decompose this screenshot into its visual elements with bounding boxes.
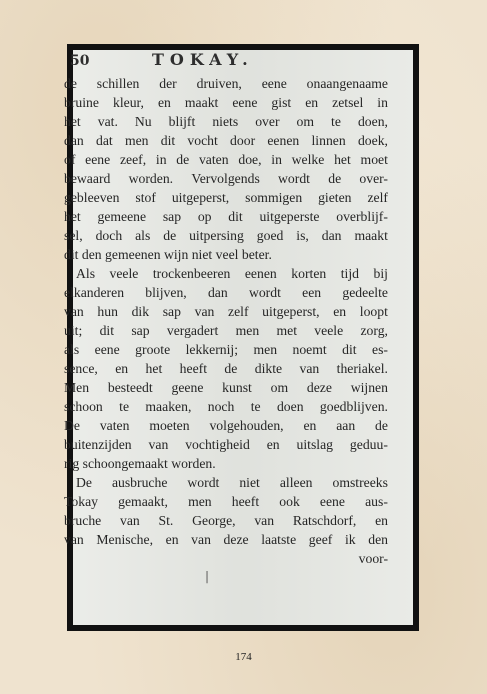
text-line: sence, en het heeft de dikte van theriakel.: [64, 361, 388, 376]
text-line: De vaten moeten volgehouden, en aan de: [64, 418, 388, 433]
text-line: van hun dik sap van zelf uitgeperst, en loopt: [64, 304, 388, 319]
text-line: als eene groote lekkernij; men noemt dit es-: [64, 342, 388, 357]
text-line: bruche van St. George, van Ratschdorf, en: [64, 513, 388, 528]
page-number: 50: [70, 53, 90, 69]
body-text: [64, 74, 388, 568]
text-line: of eene zeef, in de vaten doe, in welke het moet: [64, 152, 388, 167]
text-line: rig schoongemaakt worden.: [64, 456, 216, 471]
text-line: schoon te maaken, noch te doen goedblijven.: [64, 399, 388, 414]
text-line: Men besteedt geene kunst om deze wijnen: [64, 380, 388, 395]
page-header: [70, 50, 487, 69]
text-line: Als veele trockenbeeren eenen korten tijd bij: [76, 266, 388, 281]
text-line: gebleeven stof uitgeperst, sommigen gieten zelf: [64, 190, 388, 205]
running-head: TOKAY.: [152, 50, 254, 69]
text-line: het gemeene sap op dit uitgeperste overblijf-: [64, 209, 388, 224]
text-line: sel, doch als de uitpersing goed is, dan maakt: [64, 228, 388, 243]
text-line: elkanderen blijven, dan wordt een gedeelte: [64, 285, 388, 300]
text-line: dit den gemeenen wijn niet veel beter.: [64, 247, 272, 262]
text-line: dan dat men dit vocht door eenen linnen doek,: [64, 133, 388, 148]
text-line: bruine kleur, en maakt eene gist en zetsel in: [64, 95, 388, 110]
text-line: bewaard worden. Vervolgends wordt de over-: [64, 171, 388, 186]
text-line: uit; dit sap vergadert men met veele zorg,: [64, 323, 388, 338]
text-line: de schillen der druiven, eene onaangenaame: [64, 76, 388, 91]
text-line: van Menische, en van deze laatste geef ik den: [64, 532, 388, 547]
text-line: De ausbruche wordt niet alleen omstreeks: [76, 475, 388, 490]
folio-number: 174: [235, 651, 252, 663]
text-line: Tokay gemaakt, men heeft ook eene aus-: [64, 494, 388, 509]
scan-mark: |: [205, 569, 210, 583]
text-line: voor-: [358, 551, 388, 566]
text-line: buitenzijden van vochtigheid en uitslag geduu-: [64, 437, 388, 452]
text-line: het vat. Nu blijft niets over om te doen,: [64, 114, 388, 129]
